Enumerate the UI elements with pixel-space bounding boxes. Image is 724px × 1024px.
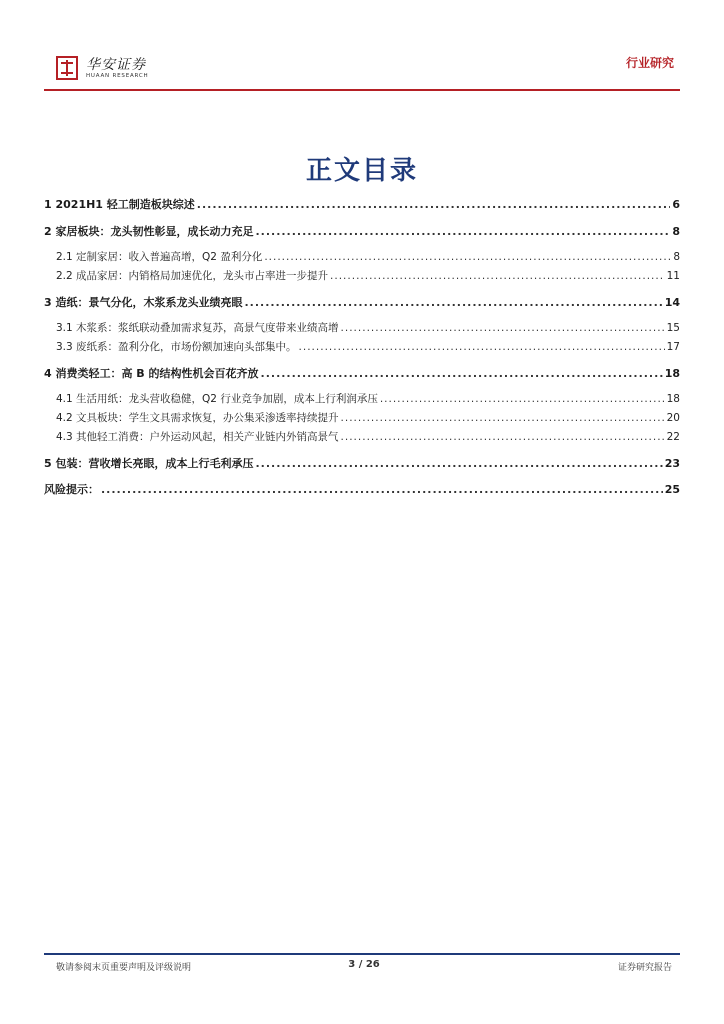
toc-entry[interactable] — [44, 455, 680, 471]
toc-entry-page: 11 — [666, 270, 680, 282]
company-logo — [56, 56, 148, 80]
page-title: 正文目录 — [305, 156, 418, 186]
toc-leader — [197, 198, 671, 211]
toc-entry-page: 20 — [666, 412, 680, 424]
toc-entry-label: 4.1 生活用纸：龙头营收稳健，Q2 行业竞争加剧，成本上行利润承压 — [56, 393, 378, 405]
toc-entry[interactable] — [44, 339, 680, 355]
toc-entry[interactable] — [44, 268, 680, 284]
footer-disclaimer: 敬请参阅末页重要声明及评级说明 — [56, 963, 192, 973]
toc-leader — [341, 431, 665, 443]
toc-entry-page: 22 — [666, 431, 680, 443]
toc-entry-page: 25 — [664, 483, 680, 496]
toc-leader — [341, 412, 665, 424]
table-of-contents — [44, 196, 680, 497]
toc-entry-label: 4.2 文具板块：学生文具需求恢复，办公集采渗透率持续提升 — [56, 412, 339, 424]
toc-leader — [261, 367, 663, 380]
toc-entry[interactable] — [44, 196, 680, 212]
toc-entry-label: 5 包装：营收增长亮眼，成本上行毛利承压 — [44, 457, 254, 470]
toc-leader — [341, 322, 665, 334]
logo-en-text: HUAAN RESEARCH — [86, 72, 149, 79]
footer-divider — [44, 953, 680, 955]
toc-entry-label: 3.1 木浆系：浆纸联动叠加需求复苏，高景气度带来业绩高增 — [56, 322, 339, 334]
toc-entry-label: 3 造纸：景气分化，木浆系龙头业绩亮眼 — [44, 296, 243, 309]
toc-entry-page: 14 — [664, 296, 680, 309]
toc-entry-page: 18 — [664, 367, 680, 380]
toc-leader — [299, 341, 665, 353]
toc-leader — [255, 457, 662, 470]
toc-entry-label: 风险提示： — [44, 483, 99, 496]
toc-entry-label: 1 2021H1 轻工制造板块综述 — [44, 198, 195, 211]
toc-leader — [244, 296, 662, 309]
toc-entry[interactable] — [44, 410, 680, 426]
toc-entry[interactable] — [44, 249, 680, 265]
toc-entry[interactable] — [44, 429, 680, 445]
toc-entry-label: 4.3 其他轻工消费：户外运动风起，相关产业链内外销高景气 — [56, 431, 339, 443]
toc-entry[interactable] — [44, 223, 680, 239]
toc-entry-page: 15 — [666, 322, 680, 334]
toc-entry-page: 6 — [672, 198, 680, 211]
toc-entry[interactable] — [44, 481, 680, 497]
logo-seal-icon — [56, 56, 78, 80]
toc-entry-page: 8 — [673, 251, 680, 263]
toc-entry-page: 23 — [664, 457, 680, 470]
toc-entry-page: 8 — [672, 225, 680, 238]
page-header — [44, 52, 680, 88]
toc-leader — [255, 225, 670, 238]
toc-entry[interactable] — [44, 294, 680, 310]
toc-entry-label: 4 消费类轻工：高 B 的结构性机会百花齐放 — [44, 367, 259, 380]
toc-entry-page: 18 — [666, 393, 680, 405]
header-divider — [44, 89, 680, 91]
toc-leader — [330, 270, 665, 282]
toc-entry-label: 3.3 废纸系：盈利分化，市场份额加速向头部集中。 — [56, 341, 297, 353]
toc-entry-label: 2 家居板块：龙头韧性彰显，成长动力充足 — [44, 225, 254, 238]
toc-leader — [264, 251, 671, 263]
page-number: 3 / 26 — [348, 959, 380, 970]
page-footer — [56, 960, 672, 974]
footer-doc-type: 证券研究报告 — [617, 963, 672, 973]
toc-leader — [380, 393, 665, 405]
toc-entry[interactable] — [44, 391, 680, 407]
toc-entry-label: 2.1 定制家居：收入普遍高增，Q2 盈利分化 — [56, 251, 263, 263]
toc-entry[interactable] — [44, 365, 680, 381]
toc-entry-page: 17 — [666, 341, 680, 353]
report-type-label: 行业研究 — [625, 56, 674, 70]
toc-entry[interactable] — [44, 320, 680, 336]
toc-entry-label: 2.2 成品家居：内销格局加速优化，龙头市占率进一步提升 — [56, 270, 329, 282]
toc-leader — [101, 483, 663, 496]
logo-cn-text: 华安证券 — [86, 56, 146, 73]
